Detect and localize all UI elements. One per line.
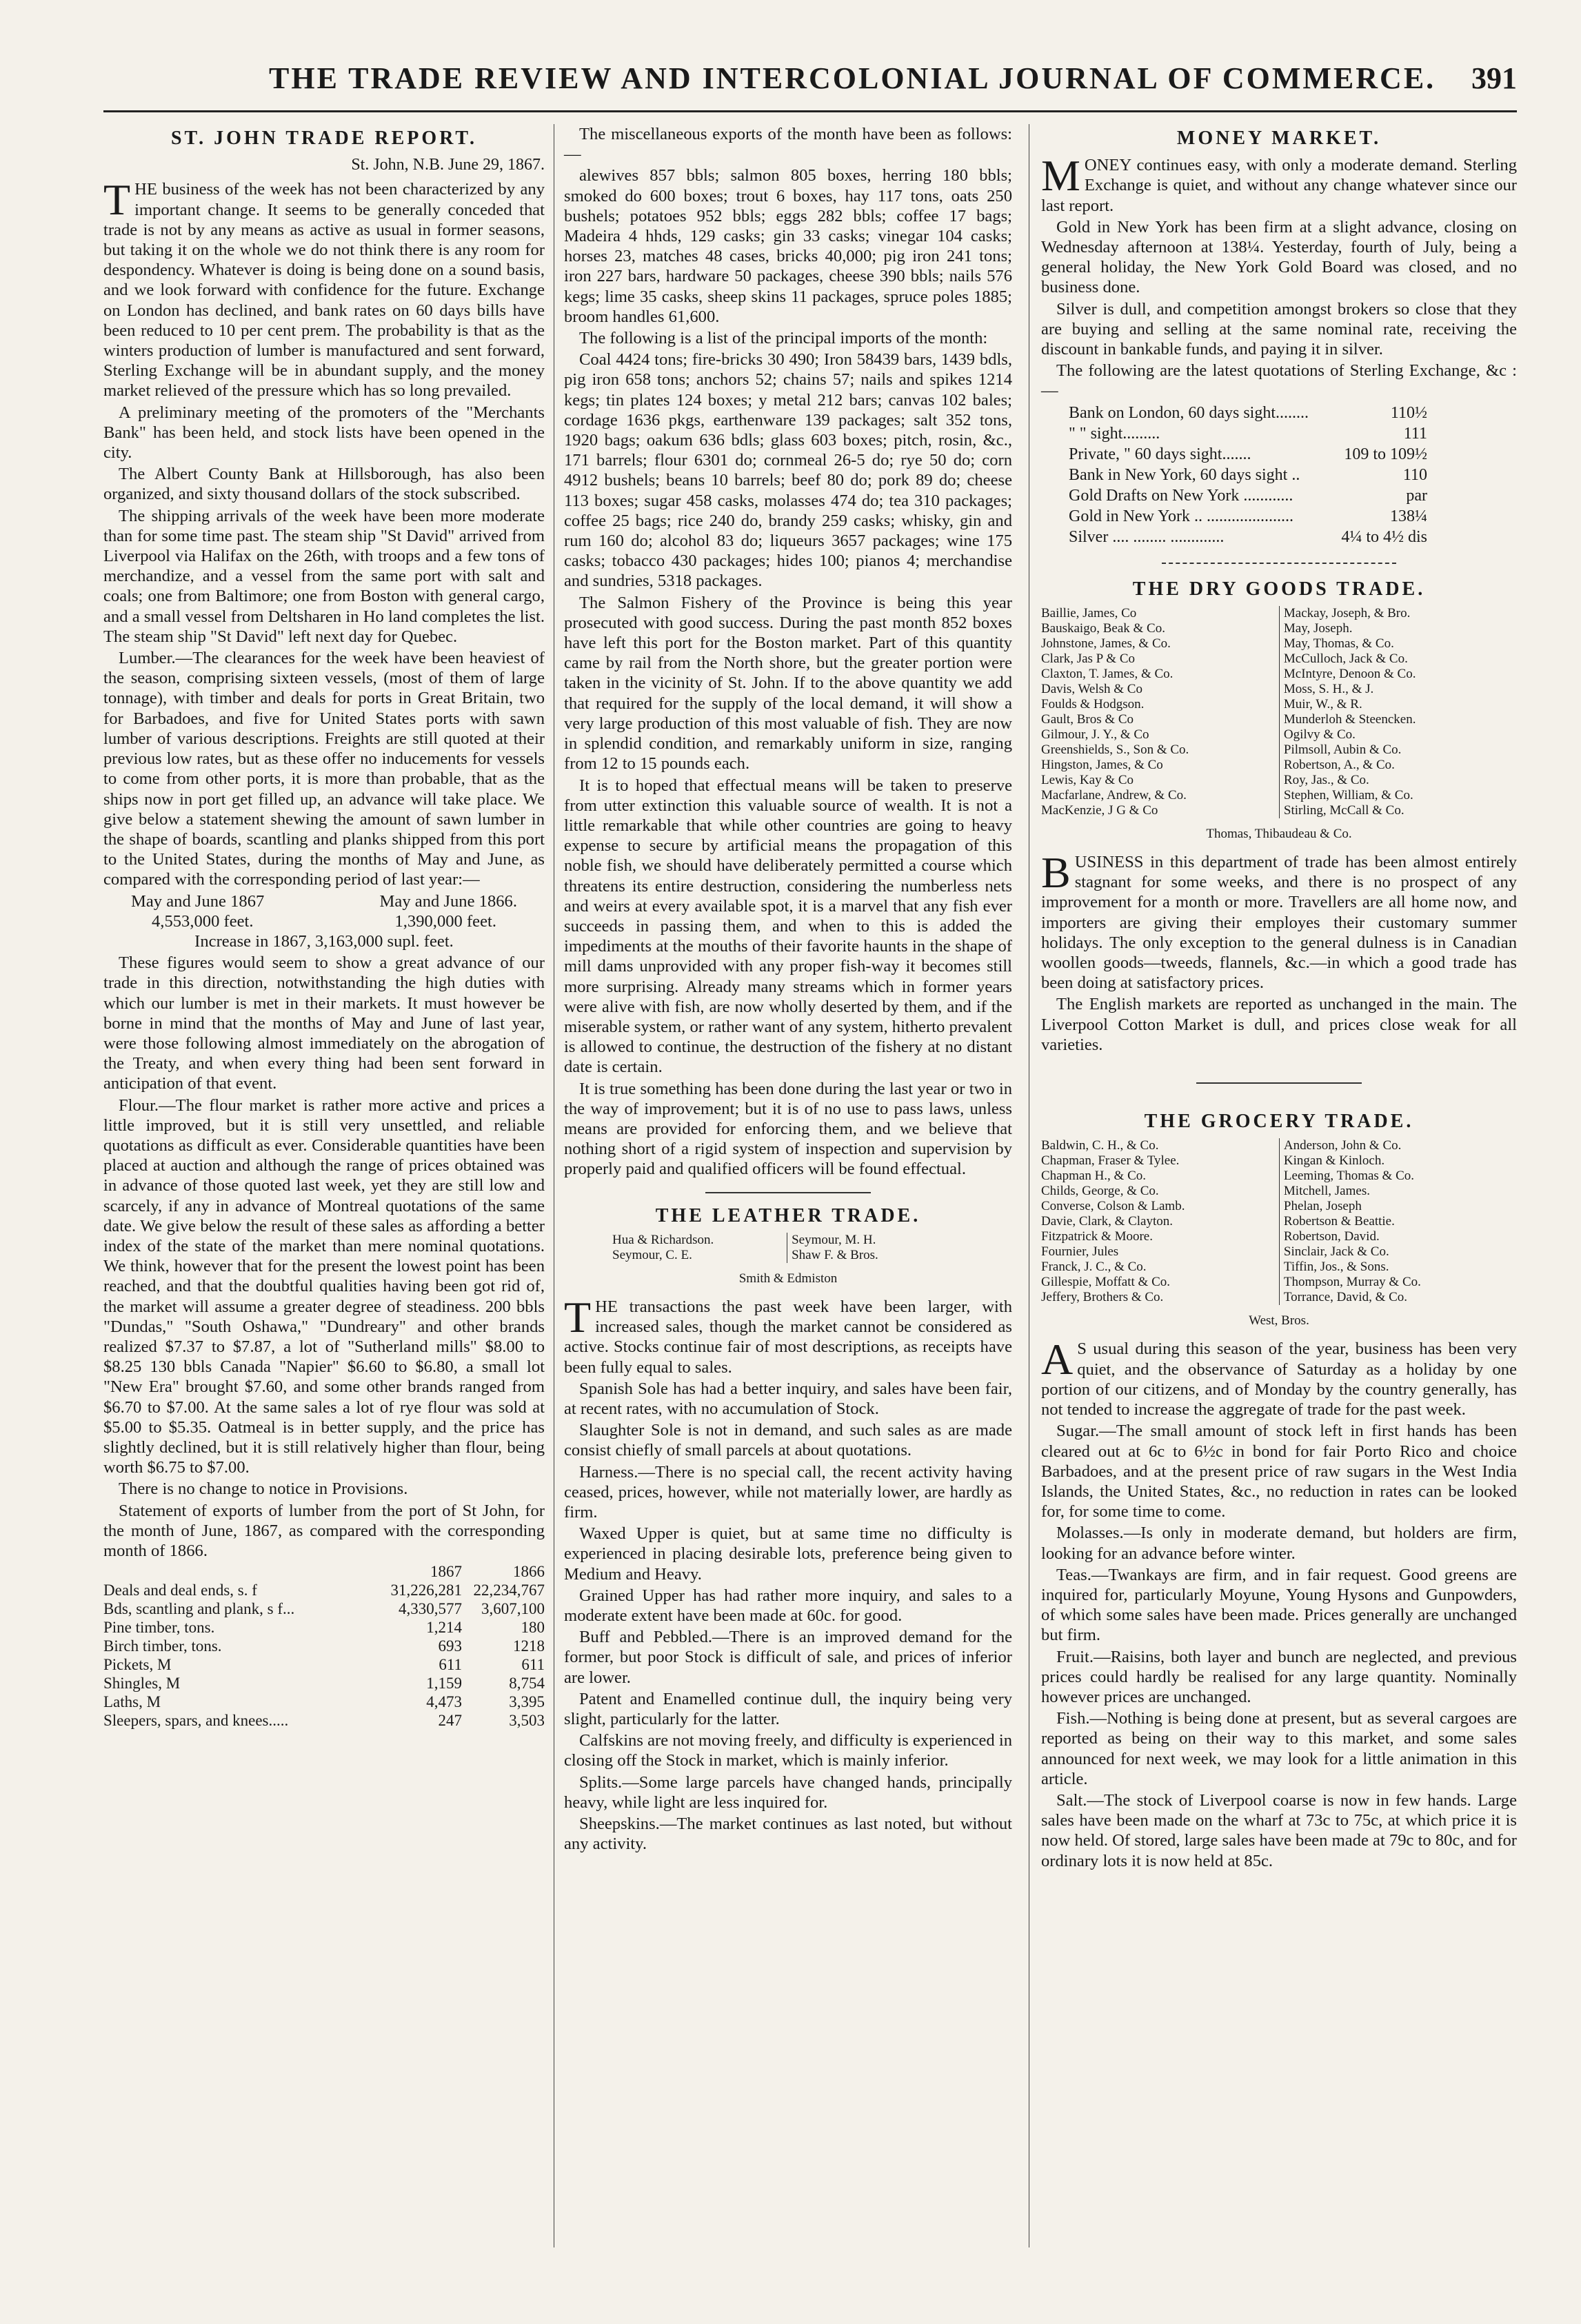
table-row: Laths, M 4,473 3,395 — [103, 1693, 545, 1711]
column-3 — [1041, 124, 1517, 1872]
exchange-quotations — [1069, 403, 1517, 547]
quotation-row: Bank in New York, 60 days sight .. 110 — [1069, 465, 1427, 484]
dateline: St. John, N.B. June 29, 1867. — [351, 156, 545, 174]
header-rule — [103, 110, 1517, 112]
drop-cap: A — [1041, 1335, 1074, 1384]
leather-trade-heading: THE LEATHER TRADE. — [655, 1204, 921, 1226]
article-paragraph: Flour.—The flour market is rather more active and prices a little improved, but it is still very unsettled, and reliable quotations as difficult as ever. Considerable quantities have been placed at auction and although the range of prices obtained was in advance of those quoted last week, yet they are still low and scarcely, if any in advance of Montreal quotations of the same date. We give below the result of these sales as affording a better index of the state of the market than mere nominal quotations. We think, however that for the present the lowest point has been reached, and that the doubtful qualities having been got rid of, the market will assume a greater degree of steadiness. 200 bbls "Dundas," "South Oshawa," "Dundreary" and other brands realized $7.37 to $7.87, a lot of "Sutherland mills" $8.00 to $8.25 130 bbls Canada "Napier" $6.60 to $6.80, a small lot "New Era" brought $7.60, and some other brands ranged from $6.70 to $7.00. At the same sales a lot of rye flour was sold at $5.00 to $5.35. Oatmeal is in better supply, and the price has slightly declined, but it is still relatively higher than flour, being worth $6.75 to $7.00. — [103, 1095, 545, 1477]
merchant-list-right: Anderson, John & Co. Kingan & Kinloch. Leeming, Thomas & Co. Mitchell, James. Phelan, Joseph Robertson & Beattie. Robertson, David. Sinclair, Jack & Co. Tiffin, Jos., & Sons. Thompson, Murray & Co. Torrance, David, & Co. — [1279, 1138, 1517, 1305]
merchant-list-right: Seymour, M. H. Shaw F. & Bros. — [787, 1233, 964, 1263]
article-paragraph: Fruit.—Raisins, both layer and bunch are neglected, and previous prices could hardly be realised for any large quantity. Nominally however prices are unchanged. — [1041, 1647, 1517, 1706]
article-paragraph: Calfskins are not moving freely, and difficulty is experienced in closing off the Stock in market, which is mainly inferior. — [564, 1731, 1012, 1770]
article-paragraph: Sugar.—The small amount of stock left in first hands has been cleared out at 6c to 6½c in bond for fair Porto Rico and choice Barbadoes, and at the present price of raw sugars in the West India Islands, the United States, &c., no reduction in rates can be looked for, for some time to come. — [1041, 1422, 1517, 1522]
comparison-increase: Increase in 1867, 3,163,000 supl. feet. — [194, 931, 454, 951]
article-paragraph: THE business of the week has not been characterized by any important change. It seems to be generally conceded that trade is not by any means as active as usual in former seasons, but taking it on the whole we do not think there is any room for despondency. Whatever is doing is being done on a sound basis, and we look forward with confidence for the future. Exchange on London has declined, and bank rates on 60 days bills have been reduced to 10 per cent prem. The probability is that as the winters production of lumber is manufactured and sent forward, Sterling Exchange will be in abundant supply, and the money market relieved of the pressure which has so long prevailed. — [103, 175, 545, 401]
comparison-values: 4,553,000 feet. 1,390,000 feet. — [152, 911, 496, 931]
section-rule — [705, 1192, 871, 1193]
merchant-list-left: Hua & Richardson. Seymour, C. E. — [612, 1232, 714, 1262]
article-paragraph: Patent and Enamelled continue dull, the inquiry being very slight, particularly for the latter. — [564, 1689, 1012, 1729]
quotation-row: Gold in New York .. ..................... 138¼ — [1069, 507, 1427, 525]
article-paragraph: It is true something has been done during the last year or two in the way of improvement; but it is of no use to pass laws, unless means are provided for enforcing them, and we believe that nothing short of a rigid system of inspection and supervision by properly paid and qualified officers will be found effectual. — [564, 1079, 1012, 1179]
table-row: Shingles, M 1,159 8,754 — [103, 1675, 545, 1693]
article-paragraph: Teas.—Twankays are firm, and in fair request. Good greens are inquired for, particularly Moyune, Young Hysons and Gunpowders, of which some sales have been made. Prices generally are unchanged but firm. — [1041, 1565, 1517, 1645]
article-paragraph: The Salmon Fishery of the Province is being this year prosecuted with good success. During the past month 852 boxes have left this port for the Boston market. Part of this quantity came by rail from the North shore, but the greater portion were taken in the vicinity of St. John. If to the above quantity we add that required for the supply of the local demand, it will show a very large production of this most valuable of fish. They are now in splendid condition, and remarkably uniform in size, ranging from 12 to 15 pounds each. — [564, 593, 1012, 774]
merchant-list-left: Baldwin, C. H., & Co. Chapman, Fraser & Tylee. Chapman H., & Co. Childs, George, & Co. Converse, Colson & Lamb. Davie, Clark, & Clayton. Fitzpatrick & Moore. Fournier, Jules Franck, J. C., & Co. Gillespie, Moffatt & Co. Jeffery, Brothers & Co. — [1041, 1138, 1185, 1305]
article-paragraph: Silver is dull, and competition amongst brokers so close that they are buying and selling at the same nominal rate, receiving the discount in bankable funds, and paying it in silver. — [1041, 299, 1517, 359]
article-paragraph: Gold in New York has been firm at a slight advance, closing on Wednesday afternoon at 138¼. Yesterday, fourth of July, being a general holiday, the New York Gold Board was closed, and no business done. — [1041, 217, 1517, 297]
article-paragraph: It is to hoped that effectual means will be taken to preserve from utter extinction this valuable source of wealth. It is not a little remarkable that while other countries are going to heavy expense to secure by artificial means the propagation of this noble fish, we should have deliberately permitted a course which threatens its entire destruction, considering the numberless nets and weirs at every available spot, it is a marvel that any fish ever succeeds in passing them, and when to this is added the impediments at the mouths of their favorite haunts in the shape of mill dams unprovided with any proper fish-way it becomes still more surprising. Already many streams which in former years were alive with fish, are now wholly deserted by them, and if the miserable system, or rather want of any system, hitherto prevalent is allowed to continue, the destruction of the fishery at no distant date is certain. — [564, 776, 1012, 1077]
article-paragraph: The shipping arrivals of the week have been more moderate than for some time past. The steam ship "St David" arrived from Liverpool via Halifax on the 26th, with troops and a few tons of merchandize, and a vessel from the same port with salt and coals; one from Baltimore; one from Boston with general cargo, and a small vessel from Deltsharen in Ho land completes the list. The steam ship "St David" left next day for Quebec. — [103, 506, 545, 646]
comparison-header: May and June 1867 May and June 1866. — [131, 891, 517, 911]
article-paragraph: The English markets are reported as unchanged in the main. The Liverpool Cotton Market is dull, and prices close weak for all varieties. — [1041, 995, 1517, 1054]
quotation-row: " " sight......... 111 — [1069, 424, 1427, 443]
section-rule — [1196, 1082, 1362, 1084]
quotation-row: Silver .... ........ ............. 4¼ to 4½ dis — [1069, 527, 1427, 546]
merchant-list-footer: West, Bros. — [1249, 1313, 1309, 1328]
article-paragraph: Statement of exports of lumber from the port of St John, for the month of June, 1867, as compared with the corresponding month of 1866. — [103, 1501, 545, 1561]
drop-cap: T — [103, 175, 131, 225]
article-paragraph: There is no change to notice in Provisions. — [119, 1479, 408, 1499]
merchant-list-left: Baillie, James, Co Bauskaigo, Beak & Co. Johnstone, James, & Co. Clark, Jas P & Co Claxton, T. James, & Co. Davis, Welsh & Co Foulds & Hodgson. Gault, Bros & Co Gilmour, J. Y., & Co Greenshields, S., Son & Co. Hingston, James, & Co Lewis, Kay & Co Macfarlane, Andrew, & Co. MacKenzie, J G & Co — [1041, 605, 1189, 818]
article-paragraph: Waxed Upper is quiet, but at same time no difficulty is experienced in placing desirable lots, preference being given to Medium and Heavy. — [564, 1524, 1012, 1584]
lumber-exports-table — [103, 1562, 545, 1730]
column-1 — [103, 124, 545, 1730]
merchant-list-footer: Thomas, Thibaudeau & Co. — [1206, 826, 1352, 841]
table-row: Pine timber, tons. 1,214 180 — [103, 1619, 545, 1637]
article-paragraph: Harness.—There is no special call, the recent activity having ceased, prices, however, while not materially lower, are hardly as firm. — [564, 1462, 1012, 1522]
article-paragraph: Slaughter Sole is not in demand, and such sales as are made consist chiefly of small parcels at about quotations. — [564, 1421, 1012, 1460]
money-market-heading: MONEY MARKET. — [1176, 128, 1382, 149]
column-2 — [564, 124, 1012, 1855]
article-paragraph: The following is a list of the principal imports of the month: — [579, 329, 988, 348]
article-paragraph: alewives 857 bbls; salmon 805 boxes, herring 180 bbls; smoked do 600 boxes; trout 6 boxes, hay 117 tons, oats 250 bushels; potatoes 952 bbls; eggs 282 bbls; coffee 17 bags; Madeira 4 hhds, 129 casks; gin 33 casks; vinegar 104 casks; horses 23, matches 48 cases, bricks 40,000; pig iron 241 tons; iron 227 bars, hardware 50 packages, cheese 390 bbls; nails 576 kegs; lime 35 casks, sheep skins 11 packages, spruce poles 1885; broom handles 61,600. — [564, 166, 1012, 326]
article-paragraph: Splits.—Some large parcels have changed hands, principally heavy, while light are less inquired for. — [564, 1772, 1012, 1812]
article-paragraph: Sheepskins.—The market continues as last noted, but without any activity. — [564, 1815, 1012, 1854]
table-row: Pickets, M 611 611 — [103, 1656, 545, 1674]
quotation-row: Bank on London, 60 days sight........ 110½ — [1069, 403, 1427, 422]
article-paragraph: The Albert County Bank at Hillsborough, has also been organized, and sixty thousand dollars of the stock subscribed. — [103, 465, 545, 504]
section-rule — [1162, 563, 1396, 564]
article-paragraph: Coal 4424 tons; fire-bricks 30 490; Iron 58439 bars, 1439 bdls, pig iron 658 tons; anchors 52; chains 57; nails and spikes 1214 kegs; tin plates 124 boxes; y metal 212 bars; canvas 102 bales; cordage 1636 pkgs, earthenware 139 packages; salt 352 tons, 1920 bags; oakum 636 bdls; glass 603 boxes; pitch, rosin, &c., 171 barrels; flour 6301 do; cornmeal 26-5 do; rye 50 do; corn 4912 bushels; beans 10 barrels; beef 80 do; pork 89 do; cheese 113 boxes; sugar 458 casks, molasses 474 do; tea 310 packages; coffee 25 bags; rice 240 do, brandy 259 casks; whisky, gin and rum 160 do; alcohol 83 do; liqueurs 3657 packages; wine 175 casks; tobacco 430 packages; hides 100; pianos 4; merchandise and sundries, 5318 packages. — [564, 350, 1012, 591]
st-john-heading: ST. JOHN TRADE REPORT. — [170, 128, 478, 149]
article-paragraph: Buff and Pebbled.—There is an improved demand for the former, but poor Stock is difficult of sale, and prices of inferior are lower. — [564, 1628, 1012, 1687]
quotation-row: Private, " 60 days sight....... 109 to 109½ — [1069, 445, 1427, 463]
article-paragraph: Molasses.—Is only in moderate demand, but holders are firm, looking for an advance before winter. — [1041, 1524, 1517, 1563]
article-paragraph: Grained Upper has had rather more inquiry, and sales to a moderate extent have been made at 60c. for good. — [564, 1586, 1012, 1626]
article-paragraph: MONEY continues easy, with only a moderate demand. Sterling Exchange is quiet, and without any change whatever since our last report. — [1041, 151, 1517, 215]
article-paragraph: A preliminary meeting of the promoters of the "Merchants Bank" has been held, and stock lists have been opened in the city. — [103, 403, 545, 463]
merchant-list-footer: Smith & Edmiston — [738, 1271, 838, 1286]
grocery-heading: THE GROCERY TRADE. — [1144, 1111, 1414, 1133]
table-header-row: 1867 1866 — [430, 1563, 545, 1581]
article-paragraph: A S usual during this season of the year, business has been very quiet, and the observance of Saturday as a holiday by one portion of our citizens, and of Monday by the country generally, has not tended to increase the aggregate of trade for the past week. — [1041, 1335, 1517, 1419]
article-paragraph: BUSINESS in this department of trade has been almost entirely stagnant for some weeks, and there is no prospect of any improvement for a month or more. Travellers are all home now, and importers are giving their employes their customary summer holidays. The only exception to the general dulness is in Canadian woollen goods—tweeds, flannels, &c.—in which a good trade has been doing at satisfactory prices. — [1041, 848, 1517, 993]
drop-cap: T — [564, 1292, 592, 1342]
table-row: Bds, scantling and plank, s f... 4,330,577 3,607,100 — [103, 1600, 545, 1618]
article-paragraph: These figures would seem to show a great advance of our trade in this direction, notwithstanding the high duties with which our lumber is met in their markets. It must however be borne in mind that the months of May and June of last year, were those following almost immediately on the abrogation of the Treaty, and when every thing had been sent forward in anticipation of that event. — [103, 953, 545, 1093]
journal-title: THE TRADE REVIEW AND INTERCOLONIAL JOURNAL OF COMMERCE. — [269, 61, 1436, 95]
article-paragraph: Spanish Sole has had a better inquiry, and sales have been fair, at recent rates, with no accumulation of Stock. — [564, 1379, 1012, 1418]
table-row: Sleepers, spars, and knees..... 247 3,503 — [103, 1712, 545, 1730]
dry-goods-merchant-list — [1041, 606, 1517, 818]
table-row: Deals and deal ends, s. f 31,226,281 22,234,767 — [103, 1582, 545, 1599]
article-paragraph: The following are the latest quotations of Sterling Exchange, &c :— — [1041, 361, 1517, 401]
article-paragraph: THE transactions the past week have been larger, with increased sales, though the market cannot be considered as active. Stocks continue fair of most descriptions, as receipts have been fully equal to sales. — [564, 1292, 1012, 1377]
page-header — [103, 61, 1517, 109]
article-paragraph: Salt.—The stock of Liverpool coarse is now in few hands. Large sales have been made on the wharf at 73c to 75c, at which price it is now held. Of stored, large sales have been made at 79c to 80c, and for ordinary lots it is now held at 85c. — [1041, 1790, 1517, 1870]
article-paragraph: The miscellaneous exports of the month have been as follows:— — [564, 125, 1012, 164]
page-number: 391 — [1471, 61, 1517, 95]
article-paragraph: Lumber.—The clearances for the week have been heaviest of the season, comprising sixteen vessels, (most of them of large tonnage), with timber and deals for ports in Great Britain, two for Barbadoes, and five for United States ports with sawn lumber of various descriptions. Freights are still quoted at their previous low rates, but as these offer no inducements for vessels to come from other ports, it is more than probable, that as the ships now in port get filled up, an advance will take place. We give below a statement shewing the amount of sawn lumber in the shape of boards, scantling and planks shipped from this port to the United States, during the months of May and June, as compared with the corresponding period of last year:— — [103, 649, 545, 889]
article-paragraph: Fish.—Nothing is being done at present, but as several cargoes are reported as being on their way to this market, and some sales announced for next week, we may look for a little animation in this article. — [1041, 1709, 1517, 1788]
merchant-list-right: Mackay, Joseph, & Bro. May, Joseph. May, Thomas, & Co. McCulloch, Jack & Co. McIntyre, Denoon & Co. Moss, S. H., & J. Muir, W., & R. Munderloh & Steencken. Ogilvy & Co. Pilmsoll, Aubin & Co. Robertson, A., & Co. Roy, Jas., & Co. Stephen, William, & Co. Stirling, McCall & Co. — [1279, 606, 1517, 818]
drop-cap: M — [1041, 151, 1080, 201]
drop-cap: B — [1041, 848, 1071, 898]
grocery-merchant-list — [1041, 1138, 1517, 1305]
table-row: Birch timber, tons. 693 1218 — [103, 1637, 545, 1655]
leather-merchant-list — [564, 1233, 1012, 1263]
quotation-row: Gold Drafts on New York ............ par — [1069, 486, 1427, 505]
dry-goods-heading: THE DRY GOODS TRADE. — [1132, 578, 1426, 600]
